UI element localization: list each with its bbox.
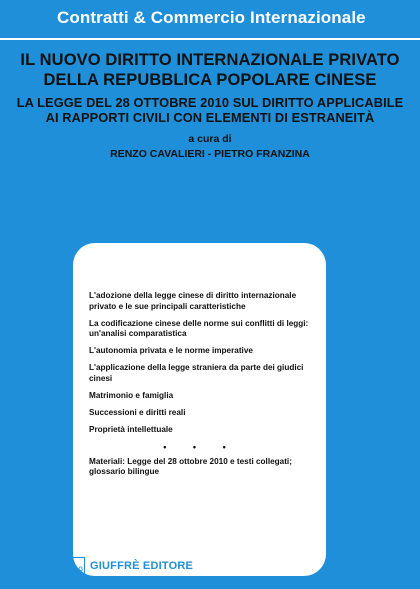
book-subtitle-line-1: LA LEGGE DEL 28 OTTOBRE 2010 SUL DIRITTO APPLICABILE	[16, 95, 404, 110]
series-title: Contratti & Commercio Internazionale	[57, 8, 366, 27]
contents-item: L'adozione della legge cinese di diritto internazionale privato e le sue principali caratteristiche	[89, 291, 297, 311]
materials-note: Materiali: Legge del 28 ottobre 2010 e testi collegati; glossario bilingue	[89, 456, 292, 476]
book-title-line-1: IL NUOVO DIRITTO INTERNAZIONALE PRIVATO	[20, 51, 400, 69]
contents-item: L'applicazione della legge straniera da parte dei giudici cinesi	[89, 363, 304, 383]
contents-list	[89, 291, 312, 435]
publisher	[72, 557, 193, 575]
publisher-name: GIUFFRÈ EDITORE	[90, 560, 194, 572]
contents-panel	[73, 243, 326, 576]
giuffre-logo-icon	[72, 557, 85, 575]
contents-separator: • • •	[163, 441, 238, 452]
contents-item: Successioni e diritti reali	[89, 407, 186, 417]
contents-item: Matrimonio e famiglia	[89, 390, 174, 400]
publisher-logo-text: AG	[74, 567, 83, 573]
book-subtitle-line-2: AI RAPPORTI CIVILI CON ELEMENTI DI ESTRANEITÀ	[45, 110, 375, 125]
title-block	[0, 50, 420, 161]
curators: RENZO CAVALIERI - PIETRO FRANZINA	[110, 148, 310, 160]
curators-label: a cura di	[188, 133, 232, 145]
book-title	[0, 50, 420, 90]
series-band	[0, 0, 420, 38]
contents-item: Proprietà intellettuale	[89, 424, 173, 434]
series-divider	[0, 38, 420, 40]
book-subtitle	[0, 95, 420, 125]
contents-item: La codificazione cinese delle norme sui conflitti di leggi: un'analisi comparatistica	[89, 318, 309, 338]
contents-item: L'autonomia privata e le norme imperative	[89, 346, 253, 355]
book-title-line-2: DELLA REPUBBLICA POPOLARE CINESE	[43, 71, 377, 89]
